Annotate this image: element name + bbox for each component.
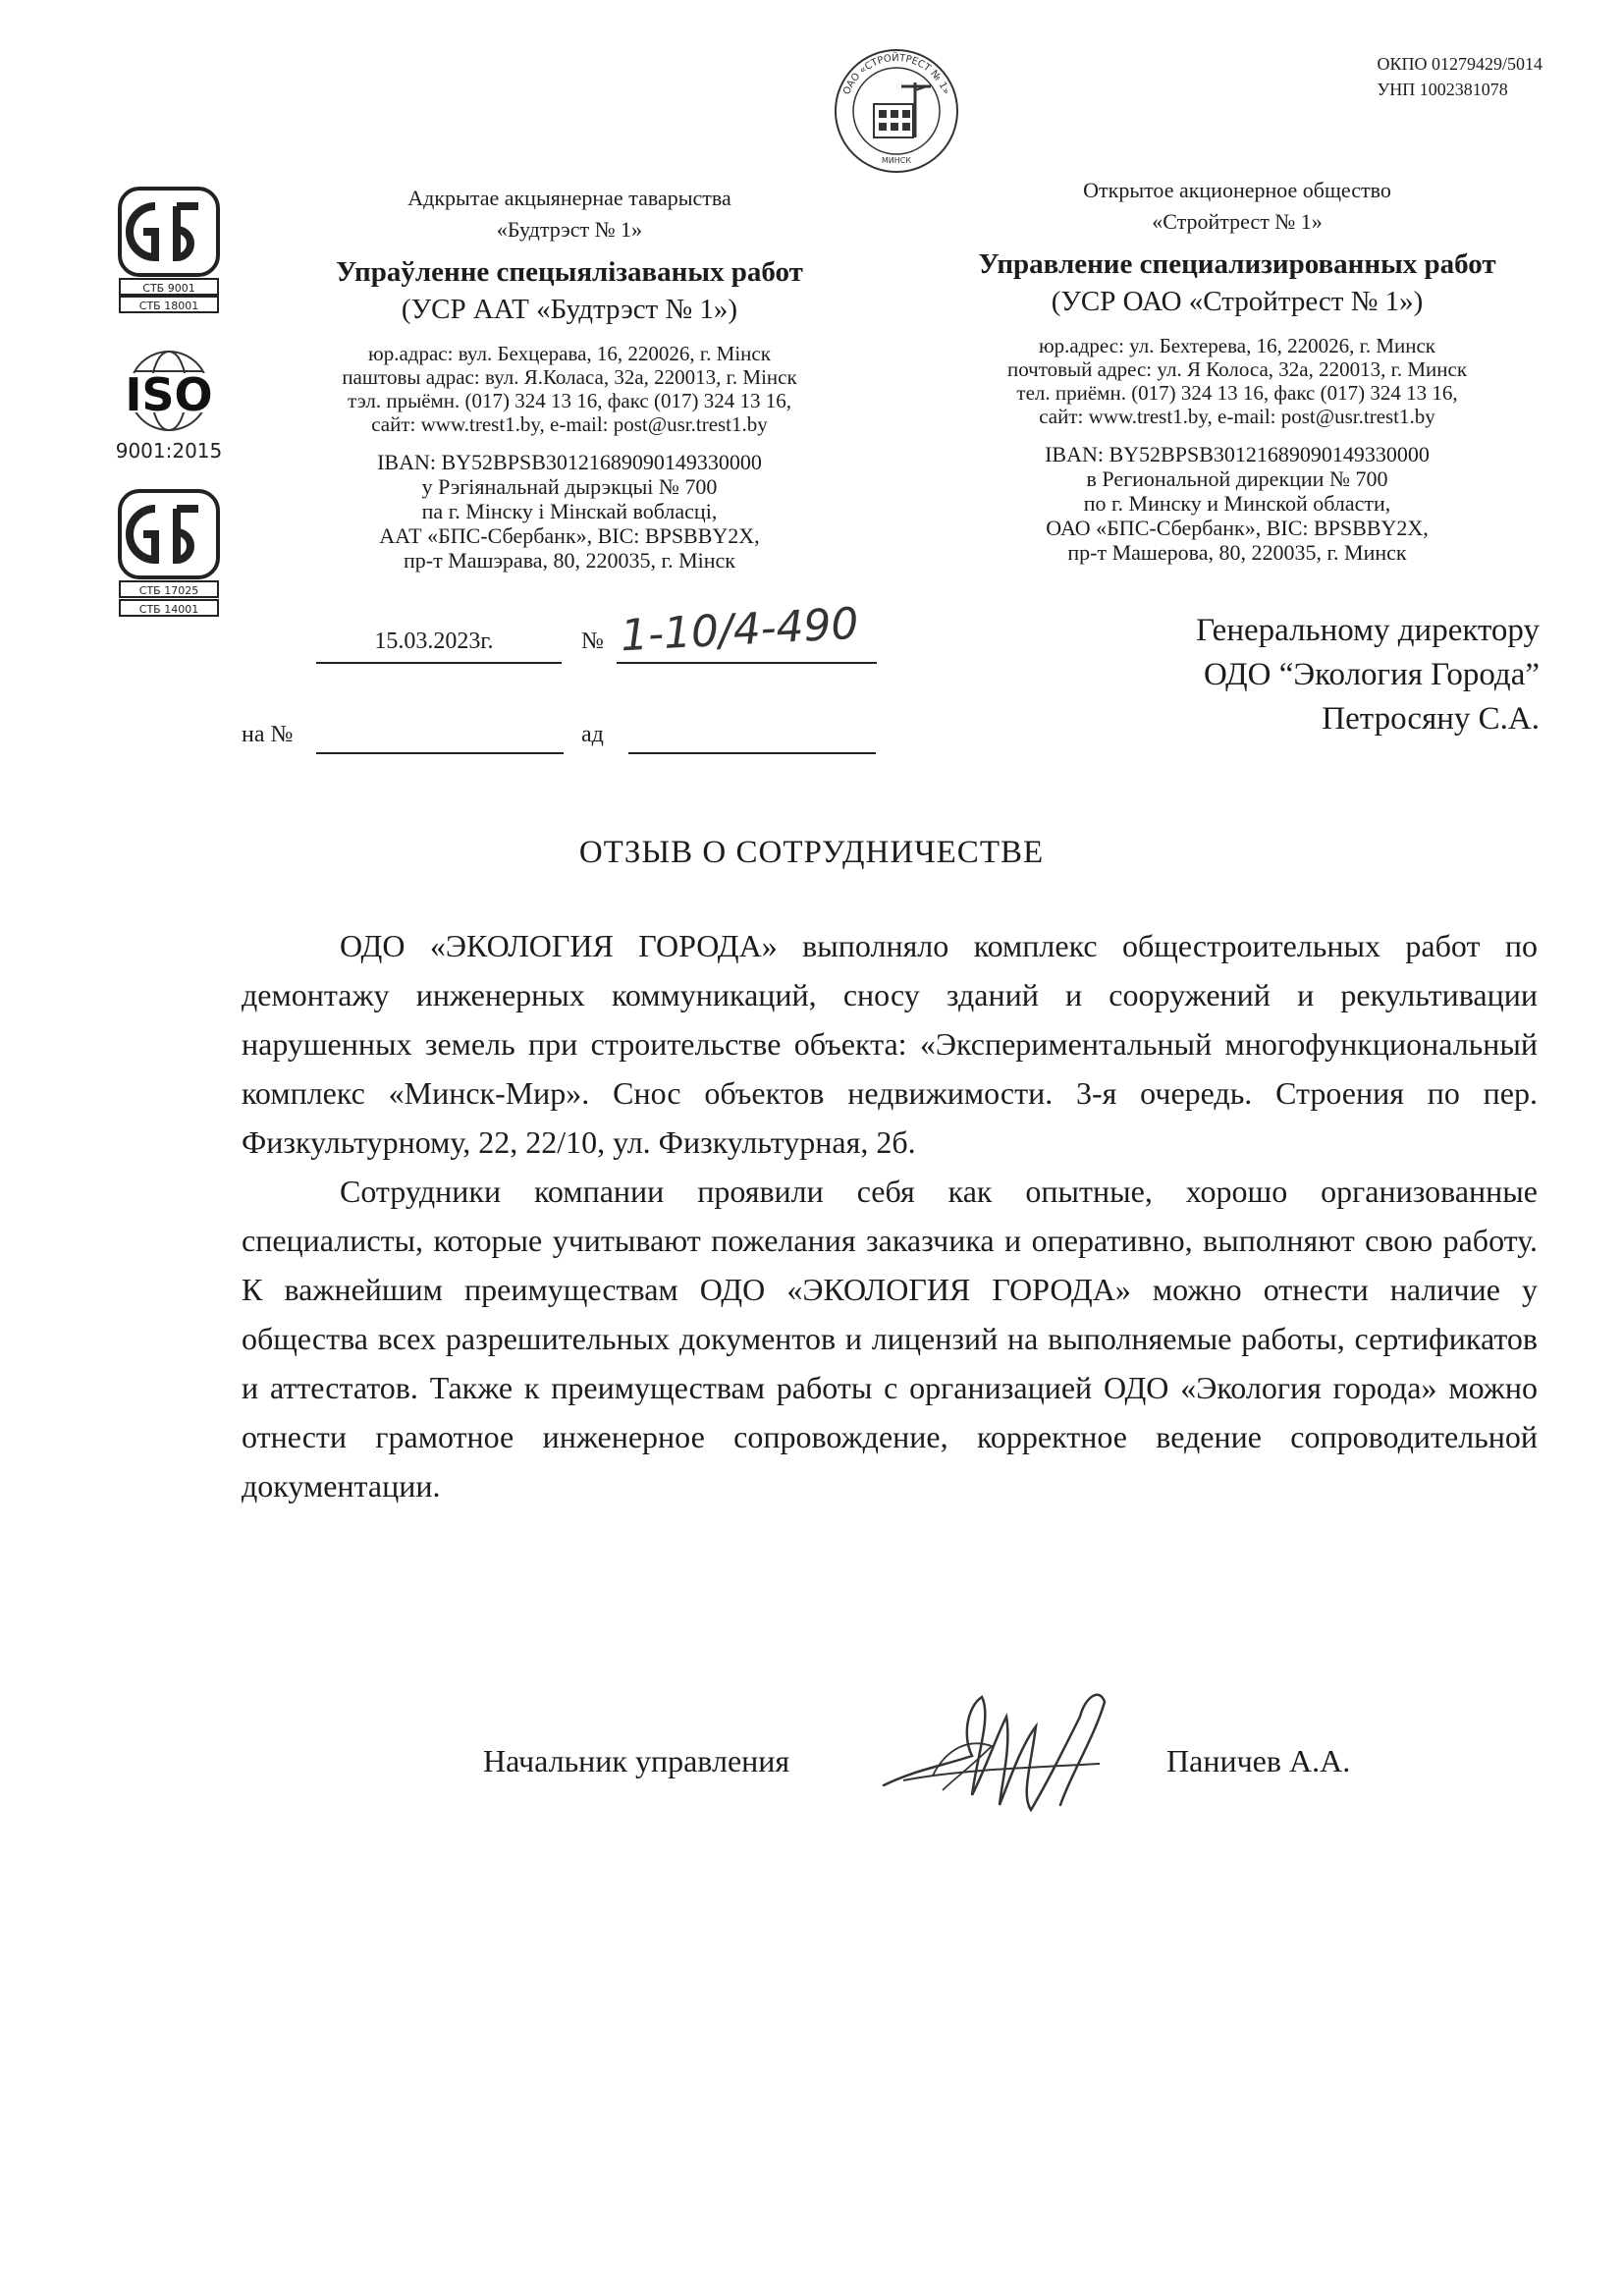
address-line: юр.адрес: ул. Бехтерева, 16, 220026, г. Минск — [1038, 334, 1436, 357]
body-paragraph: Сотрудники компании проявили себя как опытные, хорошо организованные специалисты, которые учитывают пожелания заказчика и оперативно, выполняют свою работу. К важнейшим преимуществам ОДО «ЭКОЛОГИЯ ГОРОДА» можно отнести наличие у общества всех разрешительных документов и лицензий на выполняемые работы, сертификатов и аттестатов. Также к преимуществам работы с организацией ОДО «Экология города» можно отнести грамотное инженерное сопровождение, корректное ведение сопроводительной документации. — [242, 1174, 1538, 1503]
svg-text:ISO: ISO — [125, 368, 213, 421]
unp-code: УНП 1002381078 — [1377, 80, 1508, 99]
svg-text:СТБ 9001: СТБ 9001 — [142, 282, 195, 295]
bank-line: в Региональной дирекции № 700 — [1086, 466, 1388, 491]
outgoing-date: 15.03.2023г. — [374, 629, 494, 654]
ref-date-line — [628, 752, 876, 754]
bank-line: IBAN: BY52BPSB30121689090149330000 — [377, 450, 762, 474]
svg-text:МИНСК: МИНСК — [881, 156, 912, 165]
signatory-name: Паничев А.А. — [1166, 1743, 1351, 1778]
okpo-code: ОКПО 01279429/5014 — [1377, 54, 1542, 74]
ref-date-label: ад — [581, 722, 604, 747]
company-seal-logo — [833, 47, 960, 175]
ref-number-line — [316, 752, 564, 754]
address-line: паштовы адрас: вул. Я.Коласа, 32а, 220013, г. Мінск — [342, 365, 797, 389]
address-line: юр.адрас: вул. Бехцерава, 16, 220026, г. Мінск — [368, 342, 771, 365]
address-line: тел. приёмн. (017) 324 13 16, факс (017) 324 13 16, — [1016, 381, 1458, 405]
bank-line: ОАО «БПС-Сбербанк», BIC: BPSBBY2X, — [1046, 516, 1429, 540]
dept-abbr-by: (УСР ААТ «Будтрэст № 1») — [401, 294, 738, 325]
letterhead-ru — [913, 175, 1561, 565]
recipient-name: Петросяну С.А. — [1322, 701, 1540, 737]
body-paragraph: ОДО «ЭКОЛОГИЯ ГОРОДА» выполняло комплекс общестроительных работ по демонтажу инженерных коммуникаций, сносу зданий и сооружений и рекультивации нарушенных земель при строительстве объекта: «Экспериментальный многофункциональный комплекс «Минск-Мир». Снос объектов недвижимости. 3-я очередь. Строения по пер. Физкультурному, 22, 22/10, ул. Физкультурная, 2б. — [242, 928, 1538, 1160]
stb-cert-mark-bottom — [116, 489, 222, 624]
bank-line: па г. Мінску і Мінскай вобласці, — [421, 499, 718, 523]
bank-line: ААТ «БПС-Сбербанк», BIC: BPSBBY2X, — [379, 523, 760, 548]
dept-name-by: Упраўленне спецыялізаваных работ — [336, 256, 803, 288]
org-name-by-line2: «Будтрэст № 1» — [496, 217, 643, 242]
svg-text:9001:2015: 9001:2015 — [115, 439, 223, 463]
dept-abbr-ru: (УСР ОАО «Стройтрест № 1») — [1051, 286, 1424, 317]
outgoing-number-handwritten: 1-10/4-490 — [619, 598, 860, 662]
address-line: тэл. прыёмн. (017) 324 13 16, факс (017) 324 13 16, — [348, 389, 791, 412]
handwritten-signature — [874, 1677, 1129, 1825]
svg-text:СТБ 14001: СТБ 14001 — [138, 603, 199, 616]
recipient-organization: ОДО “Экология Города” — [1203, 657, 1540, 692]
bank-line: по г. Минску и Минской области, — [1083, 491, 1391, 516]
letter-body — [242, 921, 1538, 1510]
number-label: № — [581, 629, 604, 654]
bank-line: пр-т Машерова, 80, 220035, г. Минск — [1067, 540, 1407, 565]
org-name-ru-line1: Открытое акционерное общество — [1083, 178, 1391, 202]
registration-codes — [1377, 51, 1542, 102]
signatory-position: Начальник управления — [483, 1743, 790, 1778]
bank-line: у Рэгіянальнай дырэкцыі № 700 — [421, 474, 718, 499]
bank-line: IBAN: BY52BPSB30121689090149330000 — [1045, 442, 1430, 466]
org-name-by-line1: Адкрытае акцыянернае таварыства — [407, 186, 731, 210]
letterhead-by — [260, 183, 879, 573]
bank-line: пр-т Машэрава, 80, 220035, г. Мінск — [404, 548, 735, 573]
svg-text:ОАО «СТРОЙТРЕСТ № 1»: ОАО «СТРОЙТРЕСТ № 1» — [841, 52, 951, 97]
stb-logo-icon — [116, 489, 222, 619]
number-underline — [617, 662, 877, 664]
recipient-block — [1196, 609, 1540, 741]
date-underline — [316, 662, 562, 664]
svg-text:СТБ 18001: СТБ 18001 — [138, 300, 199, 312]
recipient-position: Генеральному директору — [1196, 613, 1540, 648]
stb-logo-icon — [116, 187, 222, 314]
stb-cert-mark-top — [116, 187, 222, 319]
dept-name-ru: Управление специализированных работ — [978, 248, 1496, 280]
svg-text:СТБ 17025: СТБ 17025 — [138, 584, 199, 597]
iso-globe-icon — [108, 342, 230, 465]
address-line: сайт: www.trest1.by, e-mail: post@usr.trest1.by — [371, 412, 768, 436]
address-line: почтовый адрес: ул. Я Колоса, 32а, 220013, г. Минск — [1006, 357, 1468, 381]
ref-number-label: на № — [242, 722, 294, 747]
org-name-ru-line2: «Стройтрест № 1» — [1152, 209, 1323, 234]
document-title: ОТЗЫВ О СОТРУДНИЧЕСТВЕ — [578, 835, 1045, 870]
address-line: сайт: www.trest1.by, e-mail: post@usr.trest1.by — [1039, 405, 1435, 428]
iso-cert-mark — [108, 342, 230, 469]
